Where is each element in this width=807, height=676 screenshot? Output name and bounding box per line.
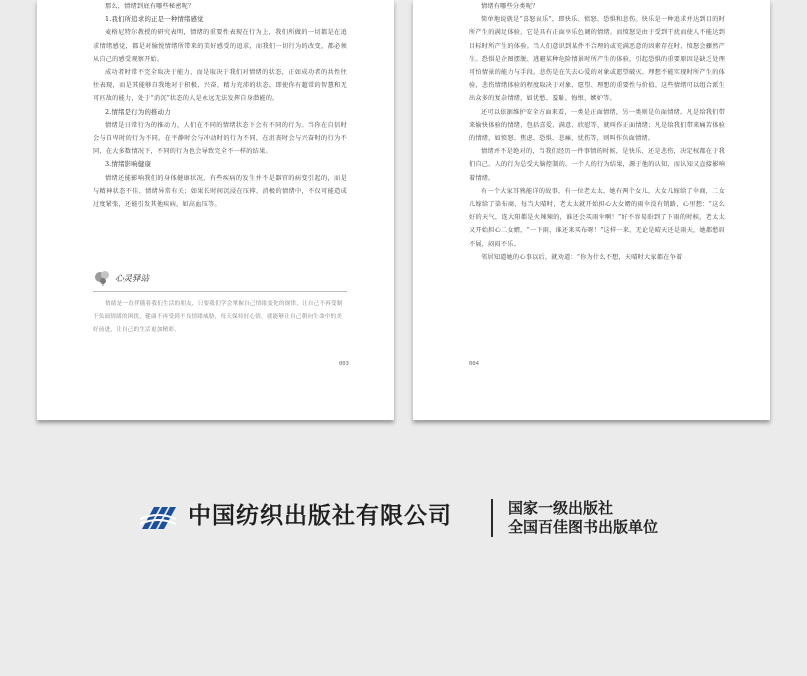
body-paragraph: 成功者时常不完全取决于能力，而是取决于我们对情绪的状态，正如成功者的共性往往表现，而是其能够自我地对于积极、兴奋、精力充沛的状态。即使你有超常的智慧和无可匹敌的能力，处于“消沉”状态的人是永远无法发挥自身潜能的。 xyxy=(93,69,347,103)
page-number: 003 xyxy=(339,361,349,367)
body-paragraph: 邻居知道她的心事以后，就劝道：“你为什么不想，天晴时大家都在争着 xyxy=(481,253,683,261)
left-book-page xyxy=(37,0,394,420)
body-paragraph: 那么，情绪到底有哪些秘密呢？ xyxy=(105,3,195,10)
body-paragraph: 有一个大家耳熟能详的故事，有一位老太太，她有两个女儿，大女儿嫁给了伞商，二女儿嫁给了染布商，每当大晴时，老太太就开始担心大女婿的雨伞没有销路，心里想：“这么好的天气，连大阳都是火辣辣的，谁还会买雨伞啊！”好不容易盼到了下雨的时候，老太太又开始担心二女婿，“一下雨，谁还来买布呀！”这样一来，无论是晴天还是雨天，她都愁眉不展，闷闷不乐。 xyxy=(469,187,725,248)
flower-icon xyxy=(93,269,113,287)
publisher-logo-icon xyxy=(138,503,178,533)
body-paragraph: 情绪还能影响我们的身体健康状况，有些疾病的发生并不是器官的病变引起的，而是与精神状态不佳、情绪异常有关；如果长时间沉浸在压抑、消极的情绪中，不仅可能造成过度紧张，还能引发其他疾病，如高血压等。 xyxy=(93,174,347,209)
section-heading: 1.我们所追求的正是一种情绪感觉 xyxy=(105,15,204,24)
heart-divider xyxy=(93,291,347,292)
body-paragraph: 麦格尼特尔教授的研究表明，情绪的重要性表现在行为上，我们所做的一切都是在追求情绪感觉，都是对愉悦情绪所带来的美好感受的追求，而我们一切行为的改变，都必须从自己的感受观察开始。 xyxy=(93,29,347,63)
body-paragraph: 还可以依据维护安全方面来看，一类是正面情绪，另一类则是负面情绪。凡是给我们带来愉快体验的情绪，包括喜爱、满意、欣慰等，就叫作正面情绪；凡是给我们带来痛苦体验的情绪，如愤怒、焦虑、恐惧、悲痛、忧伤等，则叫作负面情绪。 xyxy=(469,108,725,143)
publisher-tagline-1: 国家一级出版社 xyxy=(508,499,614,517)
body-paragraph: 情绪是日常行为的推动力，人们在不同的情绪状态下会有不同的行为。当你在自信时会与自卑时的行为不同，在平静时会与冲动时的行为不同，在沮丧时会与兴奋时的行为不同，在大多数情况下，不同的行为也会导致完全不一样的结果。 xyxy=(93,121,347,156)
heart-station-box xyxy=(93,268,347,338)
body-paragraph: 简单地说就是“喜怒哀乐”，即快乐、愤怒、恐惧和悲伤。快乐是一种追求并达到目的时所产生的满足体验，它是具有正面享乐色调的情绪。而愤怒是由于受到干扰而使人不能达到目标时所产生的体验。当人们意识到某件不合理的或充满恶意的因素存在时，愤怒会骤然产生。恐惧是企图摆脱、逃避某种危险情景时所产生的体验，引起恐惧的重要原因是缺乏处理可怕情景的能力与手段。悲伤是在失去心爱的对象或愿望破灭、理想不能实现时所产生的体验，悲伤情绪体验的程度取决于对象、愿望、理想的重要性与价值。这些情绪可以组合派生出众多的复杂情绪，如优愁、羞耻、悔恨、嫉妒等。 xyxy=(469,16,725,103)
heart-station-text xyxy=(93,298,347,338)
section-heading: 2.情绪是行为的推动力 xyxy=(105,107,171,116)
publisher-banner xyxy=(138,495,678,545)
heart-station-title: 心灵驿站 xyxy=(115,274,150,284)
divider xyxy=(491,499,493,537)
heart-station-header xyxy=(93,268,347,288)
body-paragraph: 情绪并不是绝对的，当我们经历一件事情的时候，是快乐、还是悲伤，决定权都在于我们自己。人的行为总受大脑控制的，一个人的行为结果，源于他的认知，而认知又直接影响着情绪。 xyxy=(469,148,725,182)
left-page-text xyxy=(93,0,347,211)
publisher-tagline-2: 全国百佳图书出版单位 xyxy=(508,518,659,536)
page-number: 004 xyxy=(469,361,479,367)
section-heading: 3.情绪影响健康 xyxy=(105,160,152,169)
body-paragraph: 情绪有哪些分类呢？ xyxy=(481,3,539,10)
publisher-name: 中国纺织出版社有限公司 xyxy=(188,503,452,529)
right-page-text xyxy=(469,0,725,264)
heart-station-paragraph: 情绪是一直伴随着我们生活的朋友，只要我们学会掌握自己情绪变化的规律，让自己不再受制于负面情绪的困扰，健康不再受到不良情绪威胁，每天保持好心情，就能够让自己朝向生命中的美好前进，让自己的生活更加精彩。 xyxy=(93,301,343,334)
right-book-page xyxy=(413,0,770,420)
